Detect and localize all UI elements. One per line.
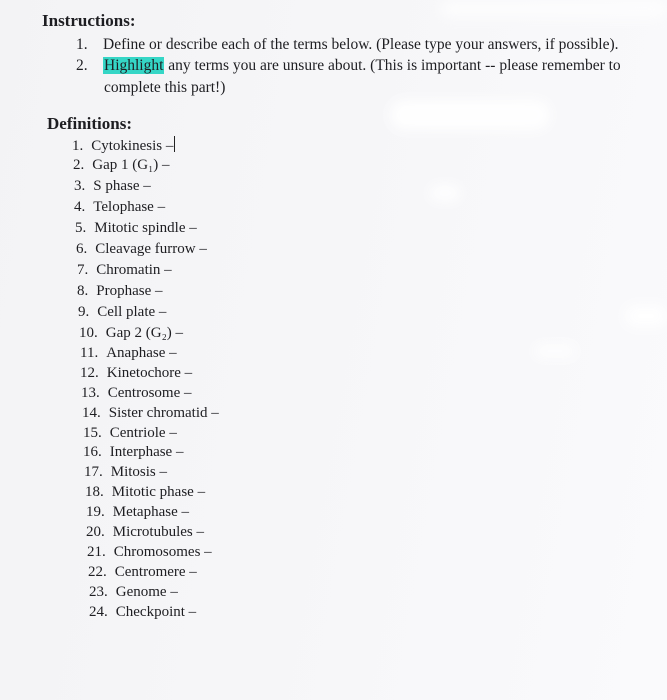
definition-item[interactable] [81, 385, 192, 402]
definition-number: 20. [86, 524, 105, 540]
definition-number: 2. [73, 157, 85, 173]
definition-number: 9. [78, 304, 90, 320]
definition-term: Gap 2 (G₂) – [105, 325, 184, 341]
definitions-heading: Definitions: [47, 114, 132, 133]
definition-number: 23. [89, 583, 108, 600]
definition-item[interactable] [86, 524, 204, 541]
definition-term: Metaphase – [112, 504, 189, 521]
definition-term: Interphase – [109, 444, 184, 461]
definition-number: 1. [72, 138, 84, 154]
definition-term: Centromere – [114, 563, 197, 580]
definition-number: 13. [81, 384, 100, 401]
definition-term: Chromosomes – [113, 543, 212, 560]
definition-number: 19. [86, 504, 105, 521]
instruction-number: 1. [76, 36, 88, 53]
definition-term: Prophase – [96, 283, 163, 299]
instruction-text-continuation: complete this part!) [104, 79, 226, 96]
instructions-heading: Instructions: [42, 11, 136, 30]
definition-item[interactable] [84, 464, 167, 481]
definition-item[interactable] [82, 405, 219, 422]
definition-term: Mitotic phase – [111, 484, 206, 501]
definition-item[interactable] [76, 241, 207, 258]
definition-item[interactable] [78, 304, 166, 321]
definition-term: Centrosome – [107, 384, 192, 401]
definition-item[interactable] [89, 584, 178, 601]
definition-item[interactable] [88, 564, 197, 581]
definition-item[interactable] [73, 157, 170, 174]
instruction-text: Define or describe each of the terms below. (Please type your answers, if possible). [103, 36, 619, 53]
highlighted-word: Highlight [104, 57, 164, 74]
instruction-item [76, 57, 621, 75]
definition-term: Microtubules – [112, 524, 204, 540]
definition-number: 8. [77, 283, 89, 299]
instruction-item [76, 36, 619, 54]
definition-term: Chromatin – [96, 262, 172, 278]
definition-term: S phase – [93, 178, 151, 194]
definition-item[interactable] [74, 178, 151, 195]
definition-number: 18. [85, 484, 104, 501]
definition-item[interactable] [85, 484, 205, 501]
definition-term: Mitotic spindle – [94, 220, 197, 236]
definition-item[interactable] [83, 425, 177, 442]
definition-number: 15. [83, 424, 102, 441]
definition-term: Telophase – [93, 199, 166, 215]
definition-term: Cytokinesis – [91, 138, 174, 154]
definition-item[interactable] [86, 504, 189, 521]
definition-item[interactable] [80, 365, 192, 382]
definition-number: 22. [88, 563, 107, 580]
instruction-text: any terms you are unsure about. (This is important -- please remember to [164, 57, 621, 74]
definition-item[interactable] [83, 444, 183, 461]
definition-item[interactable] [72, 136, 175, 155]
definition-item[interactable] [74, 199, 165, 216]
definition-number: 12. [80, 364, 99, 381]
definition-number: 4. [74, 199, 86, 215]
definition-number: 3. [74, 178, 86, 194]
definition-term: Centriole – [109, 424, 177, 441]
definition-item[interactable] [79, 325, 183, 342]
definition-item[interactable] [75, 220, 197, 237]
definition-term: Gap 1 (G₁) – [92, 157, 170, 173]
definition-number: 21. [87, 543, 106, 560]
definition-item[interactable] [77, 262, 172, 279]
definition-term: Genome – [115, 583, 178, 600]
definition-number: 7. [77, 262, 89, 278]
definition-number: 14. [82, 404, 101, 421]
definition-number: 11. [80, 344, 99, 361]
definition-item[interactable] [89, 604, 196, 621]
text-cursor [174, 136, 175, 152]
definition-term: Anaphase – [106, 344, 177, 361]
definition-term: Checkpoint – [115, 603, 197, 620]
definition-term: Mitosis – [110, 464, 168, 481]
definition-number: 24. [89, 603, 108, 620]
definition-item[interactable] [77, 283, 163, 300]
definition-item[interactable] [87, 544, 212, 561]
definition-number: 17. [84, 464, 103, 481]
definition-number: 16. [83, 444, 102, 461]
definition-item[interactable] [80, 345, 177, 362]
definition-term: Kinetochore – [106, 364, 193, 381]
definition-term: Sister chromatid – [108, 404, 219, 421]
definition-number: 10. [79, 325, 98, 341]
definition-term: Cell plate – [97, 304, 167, 320]
definition-number: 5. [75, 220, 87, 236]
instruction-number: 2. [76, 57, 88, 74]
definition-term: Cleavage furrow – [95, 241, 207, 257]
definition-number: 6. [76, 241, 88, 257]
